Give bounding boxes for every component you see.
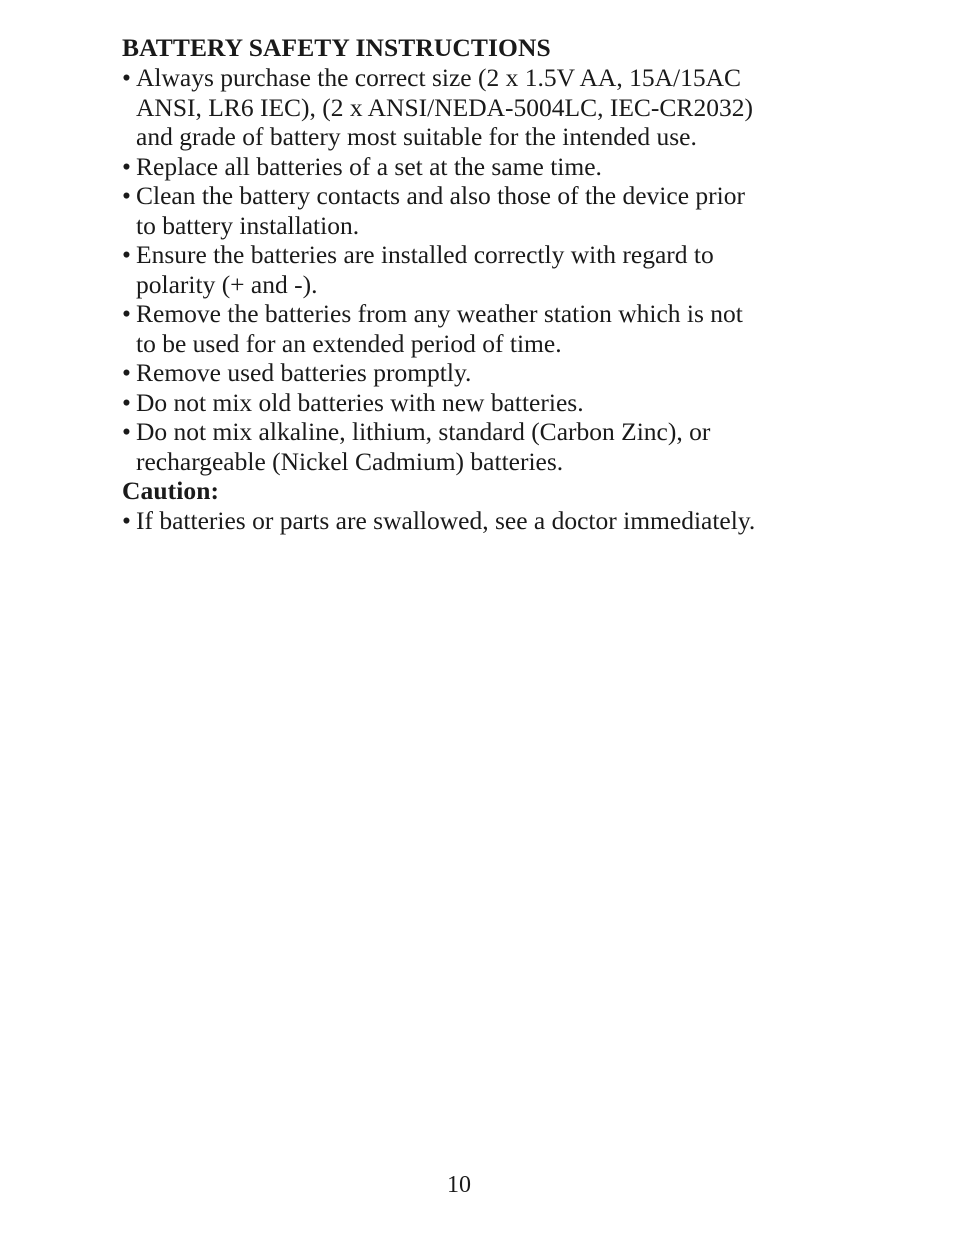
list-item-line: polarity (+ and -). <box>136 269 318 299</box>
list-item <box>122 152 882 182</box>
list-item-line: Remove used batteries promptly. <box>136 358 472 387</box>
list-item <box>122 63 882 152</box>
bullet-icon: • <box>122 417 131 446</box>
list-item-line: Do not mix alkaline, lithium, standard (Carbon Zinc), or <box>136 417 711 446</box>
bullet-icon: • <box>122 63 131 92</box>
list-item-line: Ensure the batteries are installed correctly with regard to <box>136 240 714 269</box>
page-number: 10 <box>447 1172 471 1198</box>
list-item-line: Always purchase the correct size (2 x 1.5V AA, 15A/15AC <box>136 63 742 92</box>
list-item-line: rechargeable (Nickel Cadmium) batteries. <box>136 446 564 476</box>
section-heading: BATTERY SAFETY INSTRUCTIONS <box>122 33 551 62</box>
list-item <box>122 358 882 388</box>
bullet-icon: • <box>122 506 131 535</box>
list-item-line: Clean the battery contacts and also those of the device prior <box>136 181 745 210</box>
list-item <box>122 240 882 299</box>
list-item <box>122 181 882 240</box>
list-item <box>122 388 882 418</box>
list-item <box>122 417 882 476</box>
bullet-icon: • <box>122 358 131 387</box>
list-item-line: If batteries or parts are swallowed, see a doctor immediately. <box>136 506 756 535</box>
list-item-line: to be used for an extended period of time. <box>136 328 562 358</box>
list-item-line: ANSI, LR6 IEC), (2 x ANSI/NEDA-5004LC, IEC-CR2032) <box>136 92 753 122</box>
list-item <box>122 299 882 358</box>
bullet-icon: • <box>122 387 131 417</box>
instruction-list <box>122 63 882 476</box>
bullet-icon: • <box>122 299 131 328</box>
list-item-line: Do not mix old batteries with new batteries. <box>136 387 584 417</box>
bullet-icon: • <box>122 240 131 269</box>
caution-list <box>122 506 882 536</box>
list-item-line: to battery installation. <box>136 210 360 240</box>
caution-heading: Caution: <box>122 476 220 505</box>
document-body <box>122 33 882 536</box>
list-item-line: Remove the batteries from any weather station which is not <box>136 299 743 328</box>
bullet-icon: • <box>122 181 131 210</box>
list-item <box>122 506 882 536</box>
bullet-icon: • <box>122 151 131 181</box>
list-item-line: and grade of battery most suitable for the intended use. <box>136 122 697 151</box>
list-item-line: Replace all batteries of a set at the same time. <box>136 151 602 181</box>
